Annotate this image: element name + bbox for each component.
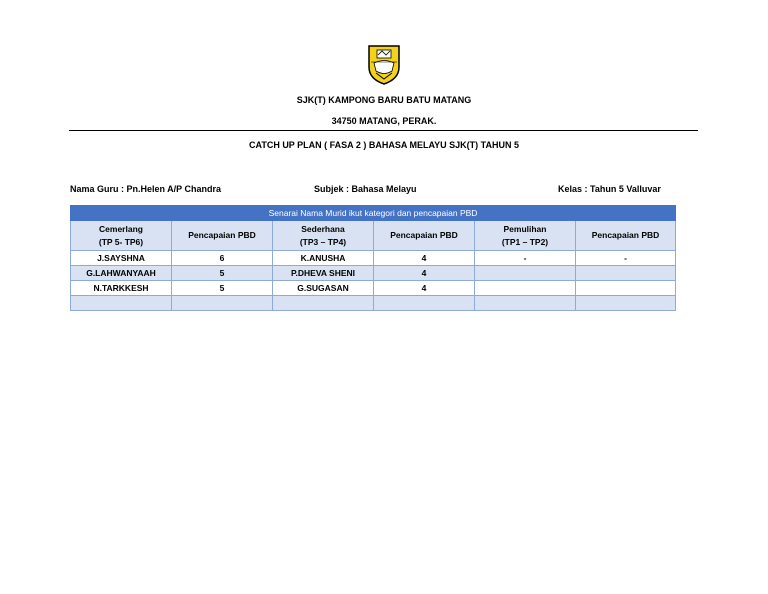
table-cell: K.ANUSHA [273,251,374,266]
table-cell: 5 [172,281,273,296]
column-header: Pencapaian PBD [576,221,676,251]
table-cell: G.SUGASAN [273,281,374,296]
table-cell: 4 [374,281,475,296]
column-header: Pemulihan (TP1 – TP2) [475,221,576,251]
table-cell [475,281,576,296]
table-cell: 4 [374,266,475,281]
table-cell [71,296,172,311]
table-cell [576,281,676,296]
column-header: Cemerlang (TP 5- TP6) [71,221,172,251]
column-header: Pencapaian PBD [374,221,475,251]
school-crest-icon [366,43,402,85]
column-header: Pencapaian PBD [172,221,273,251]
school-address: 34750 MATANG, PERAK. [331,116,437,126]
table-header-row [71,221,676,251]
table-row [71,266,676,281]
plan-title: CATCH UP PLAN ( FASA 2 ) BAHASA MELAYU SJK(T) TAHUN 5 [248,140,519,150]
school-logo [366,43,402,85]
table-cell: - [576,251,676,266]
teacher-name: Nama Guru : Pn.Helen A/P Chandra [70,184,222,194]
student-category-table [70,205,676,311]
column-header: Sederhana (TP3 – TP4) [273,221,374,251]
table-cell: 4 [374,251,475,266]
table-cell: P.DHEVA SHENI [273,266,374,281]
table-cell [475,266,576,281]
table-cell [475,296,576,311]
table-cell: 5 [172,266,273,281]
class-name: Kelas : Tahun 5 Valluvar [558,184,661,194]
table-cell: N.TARKKESH [71,281,172,296]
table-cell: G.LAHWANYAAH [71,266,172,281]
table-row [71,281,676,296]
table-cell [374,296,475,311]
header-divider [69,130,698,131]
table-cell: 6 [172,251,273,266]
school-name: SJK(T) KAMPONG BARU BATU MATANG [296,95,472,105]
table-banner: Senarai Nama Murid ikut kategori dan pencapaian PBD [71,206,676,221]
table-cell [576,266,676,281]
table-row [71,296,676,311]
table-cell [172,296,273,311]
subject: Subjek : Bahasa Melayu [314,184,417,194]
table-cell [273,296,374,311]
table-cell: J.SAYSHNA [71,251,172,266]
table-cell [576,296,676,311]
table-cell: - [475,251,576,266]
table-row [71,251,676,266]
